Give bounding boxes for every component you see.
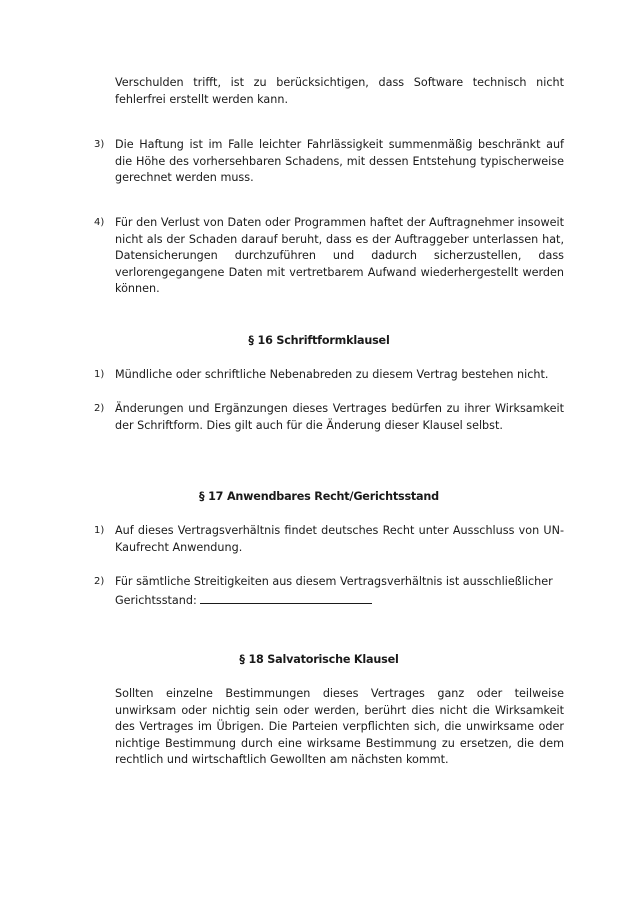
jurisdiction-paragraph [115,574,564,609]
item-number: 2) [94,403,105,414]
section-18-heading: § 18 Salvatorische Klausel [239,653,399,666]
section-17-heading: § 17 Anwendbares Recht/Gerichtsstand [199,490,439,503]
liability-limit-paragraph: Die Haftung ist im Falle leichter Fahrlässigkeit summenmäßig beschränkt auf die Höhe des vorhersehbaren Schadens, mit dessen Entstehung typischerweise gerechnet werden muss. [115,138,564,184]
item-number: 1) [94,525,105,536]
applicable-law-paragraph: Auf dieses Vertragsverhältnis findet deutsches Recht unter Ausschluss von UN-Kaufrecht Anwendung. [115,524,564,554]
item-number: 2) [94,576,105,587]
side-agreements-paragraph: Mündliche oder schriftliche Nebenabreden zu diesem Vertrag bestehen nicht. [115,368,549,381]
continuation-paragraph: Verschulden trifft, ist zu berücksichtigen, dass Software technisch nicht fehlerfrei erstellt werden kann. [115,76,564,106]
item-number: 4) [94,217,105,228]
section-16-heading: § 16 Schriftformklausel [248,334,390,347]
item-number: 3) [94,139,105,150]
jurisdiction-blank-line [200,591,372,604]
written-form-paragraph: Änderungen und Ergänzungen dieses Vertrages bedürfen zu ihrer Wirksamkeit der Schriftform. Dies gilt auch für die Änderung dieser Klausel selbst. [115,402,564,432]
jurisdiction-text: Für sämtliche Streitigkeiten aus diesem Vertragsverhältnis ist ausschließlicher Gerichtsstand: [115,575,553,607]
data-loss-paragraph: Für den Verlust von Daten oder Programmen haftet der Auftragnehmer insoweit nicht als der Schaden darauf beruht, dass es der Auftraggeber unterlassen hat, Datensicherungen durchzuführen und dadurch sicherzustellen, dass verlorengegangene Daten mit vertretbarem Aufwand wiederhergestellt werden können. [115,216,564,295]
item-number: 1) [94,369,105,380]
severability-paragraph: Sollten einzelne Bestimmungen dieses Vertrages ganz oder teilweise unwirksam oder nichtig sein oder werden, berührt dies nicht die Wirksamkeit des Vertrages im Übrigen. Die Parteien verpflichten sich, die unwirksame oder nichtige Bestimmung durch eine wirksame Bestimmung zu ersetzen, die dem rechtlich und wirtschaftlich Gewollten am nächsten kommt. [115,687,564,766]
